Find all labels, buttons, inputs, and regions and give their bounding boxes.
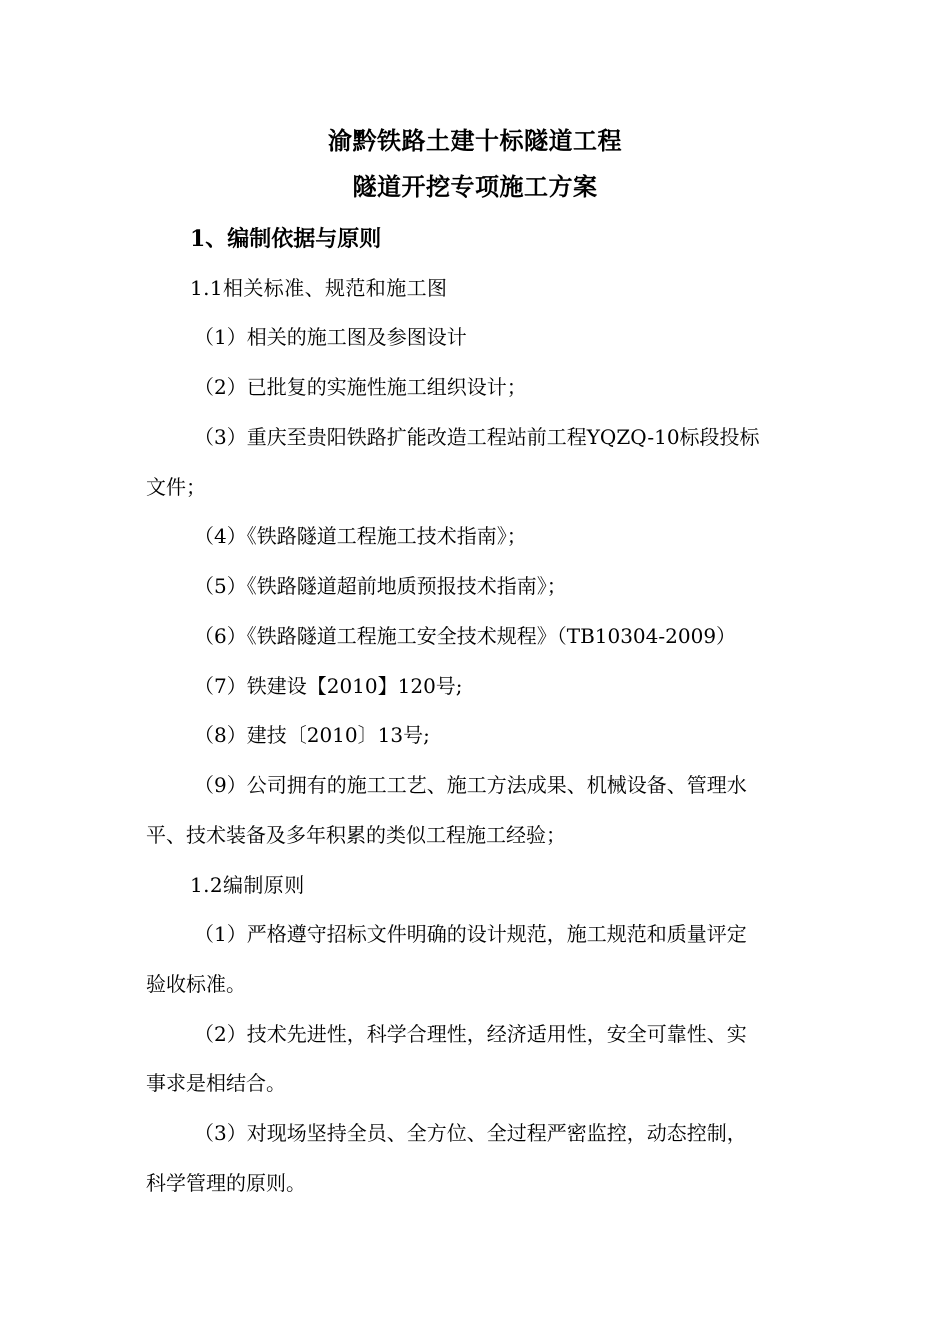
basis-item-4: （4）《铁路隧道工程施工技术指南》； [194,524,527,548]
principle-item-1-cont: 验收标准。 [146,972,246,996]
section-heading-1: 1、编制依据与原则 [190,226,382,252]
subsection-heading-1-2: 1.2编制原则 [190,873,305,897]
principle-item-2-cont: 事求是相结合。 [146,1071,286,1095]
basis-item-2: （2）已批复的实施性施工组织设计； [194,375,527,399]
basis-item-1: （1）相关的施工图及参图设计 [194,325,467,349]
document-subtitle: 隧道开挖专项施工方案 [352,172,598,201]
basis-item-3-cont: 文件； [146,475,206,499]
basis-item-8: （8）建技〔2010〕13号; [194,723,430,747]
principle-item-2: （2）技术先进性，科学合理性，经济适用性，安全可靠性、实 [194,1022,747,1046]
document-title: 渝黔铁路土建十标隧道工程 [328,126,622,155]
basis-item-7: （7）铁建设【2010】120号; [194,674,463,698]
basis-item-9: （9）公司拥有的施工工艺、施工方法成果、机械设备、管理水 [194,773,747,797]
basis-item-3: （3）重庆至贵阳铁路扩能改造工程站前工程YQZQ-10标段投标 [194,425,760,449]
principle-item-1: （1）严格遵守招标文件明确的设计规范，施工规范和质量评定 [194,922,747,946]
basis-item-6: （6）《铁路隧道工程施工安全技术规程》（TB10304-2009） [194,624,737,648]
principle-item-3-cont: 科学管理的原则。 [146,1171,306,1195]
basis-item-5: （5）《铁路隧道超前地质预报技术指南》； [194,574,567,598]
principle-item-3: （3）对现场坚持全员、全方位、全过程严密监控，动态控制， [194,1121,747,1145]
subsection-heading-1-1: 1.1相关标准、规范和施工图 [190,276,448,300]
basis-item-9-cont: 平、技术装备及多年积累的类似工程施工经验； [146,823,566,847]
